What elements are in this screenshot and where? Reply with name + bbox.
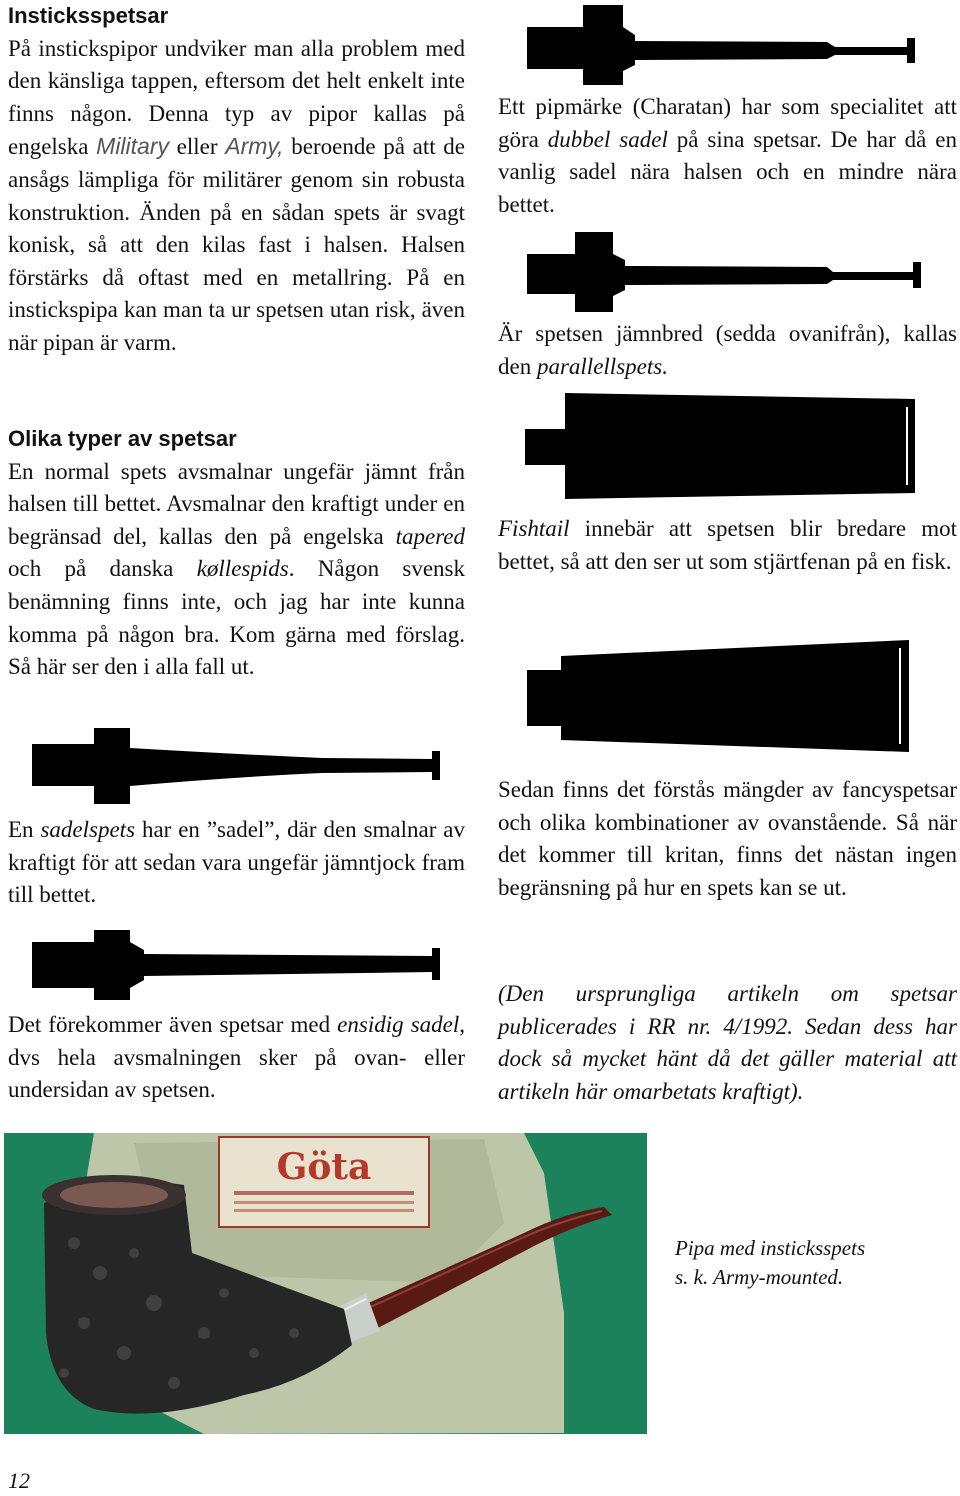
pipe-photo bbox=[4, 1133, 647, 1434]
parallel-stem-shape bbox=[525, 393, 915, 499]
photo-caption-line2: s. k. Army-mounted. bbox=[675, 1265, 844, 1289]
term-kollespids: køllespids bbox=[196, 556, 289, 582]
tapered-stem-shape bbox=[32, 728, 440, 804]
term-parallellspets: parallellspets. bbox=[536, 353, 668, 379]
section-title-insticksspetsar: Insticksspetsar bbox=[8, 3, 169, 28]
paragraph-spetstyper: En normal spets avsmalnar ungefär jämnt från halsen till bettet. Avsmalnar den kraftigt under en begränsad del, kallas den på engelska tapered och på danska køllespids. Någon svensk benämning finns inte, och jag har inte kunna komma på någon bra. Kom gärna med förslag. Så här ser den i alla fall ut. bbox=[8, 458, 465, 680]
parallel-stem-illustration bbox=[525, 393, 917, 499]
paragraph-insticksspetsar: På instickspipor undviker man alla problem med den känsliga tappen, eftersom det helt enkelt inte finns någon. Denna typ av pipor kallas på engelska Military eller Army, beroende på att de ansågs lämpliga för militärer genom sin robusta konstruktion. Änden på en sådan spets är svagt konisk, så att den kilas fast i halsen. Halsen förstärks då oftast med en metallring. På en instickspipa kan man ta ur spetsen utan risk, även när pipan är varm. bbox=[8, 35, 466, 355]
tapered-stem-illustration bbox=[32, 728, 444, 804]
section-insticksspetsar bbox=[8, 0, 465, 360]
fishtail-stem-shape bbox=[527, 640, 909, 752]
photo-caption-line1: Pipa med insticksspets bbox=[675, 1236, 866, 1260]
photo-caption bbox=[675, 1234, 865, 1292]
paragraph-charatan: Ett pipmärke (Charatan) har som specialitet att göra dubbel sadel på sina spetsar. De har då en vanlig sadel nära halsen och en mindre nära bettet. bbox=[498, 94, 958, 217]
section-title-spetstyper: Olika typer av spetsar bbox=[8, 426, 237, 451]
paragraph-fishtail: Fishtail innebär att spetsen blir bredare mot bettet, så att den ser ut som stjärtfenan på en fisk. bbox=[498, 516, 957, 574]
term-fishtail: Fishtail bbox=[498, 516, 570, 541]
term-sadelspets: sadelspets bbox=[40, 817, 136, 842]
saddle-stem-illustration bbox=[32, 930, 444, 1000]
term-military: Military bbox=[96, 133, 169, 160]
paragraph-sadelspets: En sadelspets har en ”sadel”, där den smalnar av kraftigt för att sedan vara ungefär jämntjock fram till bettet. bbox=[8, 817, 465, 908]
paragraph-ensidig-sadel: Det förekommer även spetsar med ensidig sadel, dvs hela avsmalningen sker på ovan- eller undersidan av spetsen. bbox=[8, 1012, 465, 1103]
double-saddle-stem-shape-2 bbox=[527, 232, 921, 312]
term-ensidig-sadel: ensidig sadel bbox=[337, 1012, 460, 1037]
pouch-label-text: Göta bbox=[276, 1146, 372, 1188]
double-saddle-stem-shape bbox=[527, 5, 915, 85]
fishtail-stem-illustration bbox=[527, 640, 917, 752]
paragraph-fancy: Sedan finns det förstås mängder av fancyspetsar och olika kombinationer av ovanstående. Så när det kommer till kritan, finns det nästan ingen begränsning på hur en spets kan se ut. bbox=[498, 777, 957, 900]
pipe-photo-drawing bbox=[4, 1133, 647, 1434]
paragraph-note: (Den ursprungliga artikeln om spetsar publicerades i RR nr. 4/1992. Sedan dess har dock så mycket hänt då det gäller material att artikeln här omarbetats kraftigt). bbox=[498, 981, 957, 1104]
double-saddle-stem-illustration bbox=[527, 5, 927, 85]
pouch-label bbox=[219, 1137, 429, 1227]
term-army: Army, bbox=[225, 133, 284, 160]
section-spetstyper bbox=[8, 423, 465, 684]
paragraph-parallellspets: Är spetsen jämnbred (sedda ovanifrån), kallas den parallellspets. bbox=[498, 321, 957, 379]
saddle-stem-shape bbox=[32, 930, 440, 1000]
term-dubbel-sadel: dubbel sadel bbox=[547, 126, 668, 152]
double-saddle-stem-illustration-2 bbox=[527, 232, 929, 312]
term-tapered: tapered bbox=[395, 523, 465, 549]
page-number: 12 bbox=[8, 1468, 30, 1493]
